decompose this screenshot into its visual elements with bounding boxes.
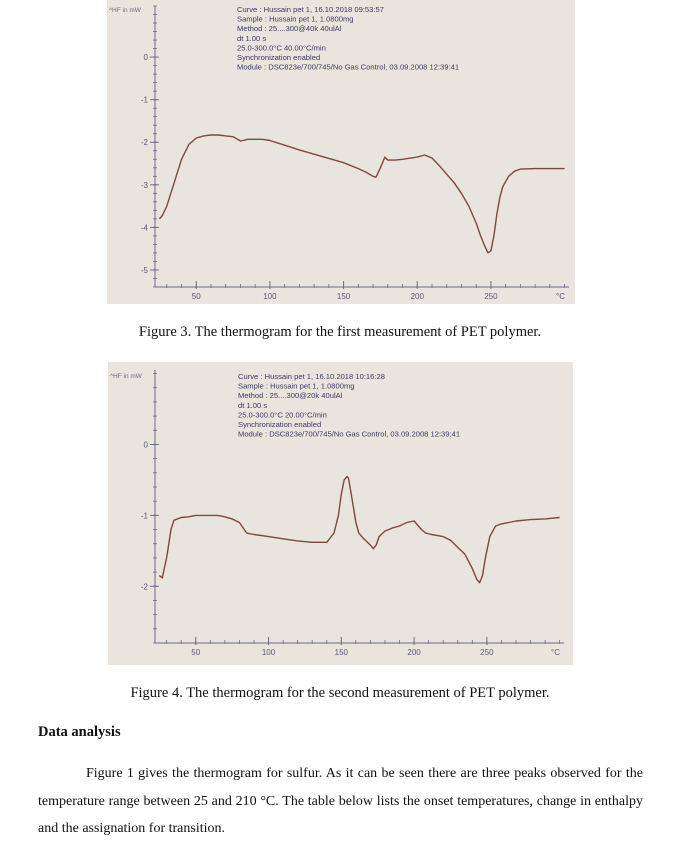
x-tick-label: 150 (334, 648, 348, 657)
instrument-header (238, 372, 460, 439)
header-line: Sample : Hussain pet 1, 1.0800mg (238, 381, 355, 391)
header-line: dt 1.00 s (237, 33, 267, 43)
x-unit-label: °C (551, 648, 560, 657)
header-line: Curve : Hussain pet 1, 16.10.2018 09:53:57 (237, 5, 384, 14)
x-tick-label: 250 (484, 292, 498, 301)
x-tick-label: 200 (410, 292, 424, 301)
y-tick-label: -2 (140, 138, 148, 148)
body-paragraph: Figure 1 gives the thermogram for sulfur. As it can be seen there are three peaks observed for the temperature range between 25 and 210 °C. The table below lists the onset temperatures, change in enthalpy and the assignation for transition. (38, 766, 643, 836)
y-axis-title: ^HF in mW (110, 373, 142, 380)
header-line: Module : DSC823e/700/745/No Gas Control, 03.09.2008 12:39:41 (238, 429, 461, 439)
curve-layer (159, 135, 564, 253)
figure-4-caption: Figure 4. The thermogram for the second measurement of PET polymer. (130, 685, 550, 701)
y-tick-label: -1 (140, 95, 148, 105)
figure-3-caption: Figure 3. The thermogram for the first measurement of PET polymer. (138, 324, 542, 340)
y-tick-label: -4 (140, 223, 148, 233)
header-line: Synchronization enabled (237, 53, 321, 62)
dsc-curve-line (159, 476, 559, 582)
chart-axes (110, 370, 564, 657)
thermogram-photo-figure-4 (108, 362, 573, 665)
x-tick-label: 100 (263, 292, 277, 301)
header-line: Method : 25....300@40k 40ulAl (237, 24, 342, 34)
x-tick-label: 50 (191, 648, 201, 657)
header-line: dt 1.00 s (238, 400, 268, 410)
thermogram-photo-figure-3 (107, 0, 575, 304)
section-heading: Data analysis (38, 724, 121, 740)
x-tick-label: 200 (407, 648, 421, 657)
y-tick-label: 0 (143, 440, 148, 450)
x-tick-label: 150 (336, 292, 351, 301)
x-unit-label: °C (556, 292, 565, 301)
header-line: Sample : Hussain pet 1, 1.0800mg (237, 14, 354, 24)
header-line: 25.0-300.0°C 20.00°C/min (238, 410, 327, 420)
chart-axes (109, 6, 569, 301)
y-tick-label: -5 (140, 265, 148, 275)
y-tick-label: -1 (140, 511, 148, 521)
thermogram-chart-figure-4 (108, 362, 573, 665)
x-tick-label: 50 (191, 292, 201, 301)
x-tick-label: 250 (480, 648, 494, 657)
thermogram-chart-figure-3 (107, 0, 575, 304)
y-tick-label: 0 (143, 53, 148, 63)
instrument-header (237, 5, 459, 72)
y-tick-label: -2 (140, 582, 148, 592)
header-line: Curve : Hussain pet 1, 16.10.2018 10:16:28 (238, 372, 385, 381)
header-line: Method : 25....300@20k 40ulAl (238, 391, 343, 401)
y-axis-title: ^HF in mW (109, 7, 141, 14)
x-tick-label: 100 (261, 648, 276, 657)
dsc-curve-line (159, 135, 564, 253)
header-line: Module : DSC823e/700/745/No Gas Control, 03.09.2008 12:39:41 (237, 62, 460, 72)
header-line: 25.0-300.0°C 40.00°C/min (237, 43, 326, 53)
curve-layer (159, 476, 559, 582)
header-line: Synchronization enabled (238, 420, 322, 429)
y-tick-label: -3 (140, 180, 148, 190)
